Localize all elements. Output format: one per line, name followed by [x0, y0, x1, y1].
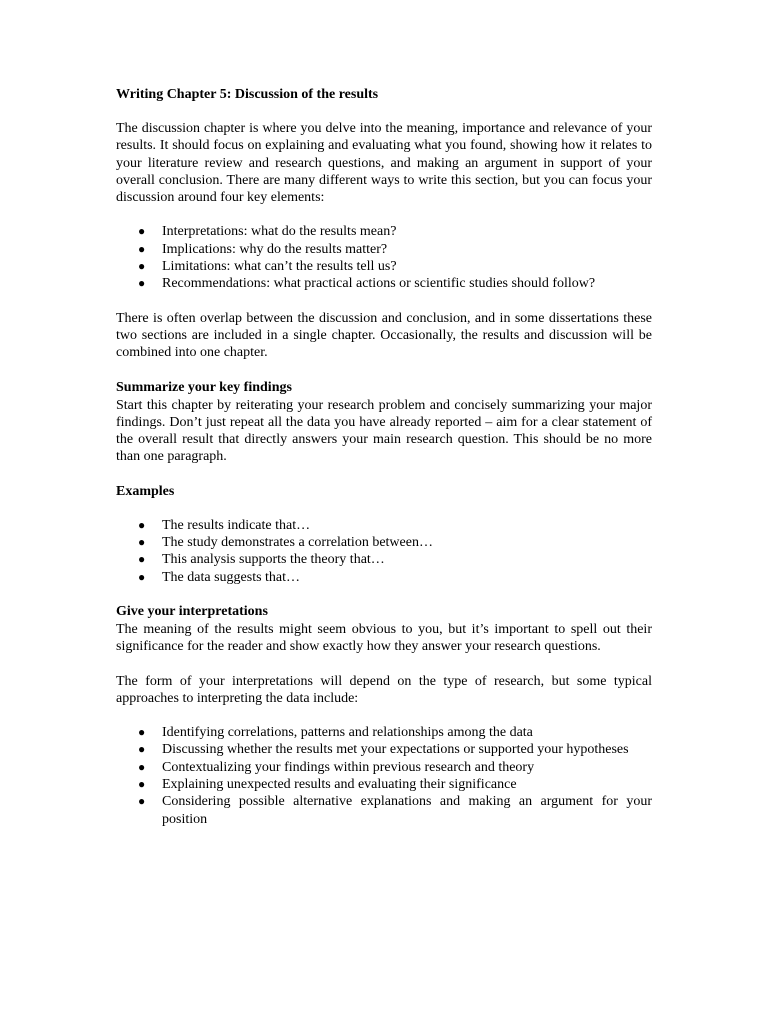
- bullet-icon: ●: [138, 552, 146, 567]
- list-item: ● Limitations: what can’t the results tell us?: [138, 259, 397, 275]
- bullet-icon: ●: [138, 742, 146, 757]
- list-item: ● Explaining unexpected results and evaluating their significance: [138, 777, 517, 793]
- list-item: ● The study demonstrates a correlation between…: [138, 535, 433, 551]
- document-title: Writing Chapter 5: Discussion of the results: [116, 87, 379, 102]
- interpretations-paragraph-2: The form of your interpretations will depend on the type of research, but some typical approaches to interpreting the data include:: [116, 673, 652, 706]
- intro-paragraph: The discussion chapter is where you delve into the meaning, importance and relevance of your results. It should focus on explaining and evaluating what you found, showing how it relates to your literature review and research questions, and making an argument in support of your overall conclusion. There are many different ways to write this section, but you can focus your discussion around four key elements:: [116, 121, 652, 206]
- bullet-icon: ●: [138, 224, 146, 239]
- interpretations-heading: Give your interpretations: [116, 603, 268, 619]
- summarize-heading: Summarize your key findings: [116, 379, 292, 395]
- interpretations-paragraph-1: The meaning of the results might seem obvious to you, but it’s important to spell out their significance for the reader and show exactly how they answer your research questions.: [116, 621, 652, 655]
- bullet-icon: ●: [138, 276, 146, 291]
- examples-list: [116, 517, 652, 586]
- list-item: ● Interpretations: what do the results mean?: [138, 224, 397, 240]
- overlap-paragraph: There is often overlap between the discussion and conclusion, and in some dissertations these two sections are included in a single chapter. Occasionally, the results and discussion will be combined into one chapter.: [116, 310, 652, 361]
- key-elements-list: [116, 223, 652, 292]
- list-item: ● Identifying correlations, patterns and relationships among the data: [138, 725, 533, 741]
- list-item: ● Discussing whether the results met your expectations or supported your hypotheses: [138, 742, 629, 758]
- bullet-icon: ●: [138, 535, 146, 550]
- list-item: ● This analysis supports the theory that…: [138, 552, 385, 568]
- bullet-icon: ●: [138, 759, 146, 774]
- bullet-icon: ●: [138, 517, 146, 532]
- list-item: ● Considering possible alternative explanations and making an argument for your position: [138, 794, 652, 827]
- bullet-icon: ●: [138, 241, 146, 256]
- bullet-icon: ●: [138, 569, 146, 584]
- bullet-icon: ●: [138, 259, 146, 274]
- list-item: ● The data suggests that…: [138, 569, 301, 585]
- examples-heading: Examples: [116, 483, 175, 499]
- list-item: ● Implications: why do the results matter?: [138, 241, 388, 257]
- list-item: ● Recommendations: what practical actions or scientific studies should follow?: [138, 276, 596, 292]
- bullet-icon: ●: [138, 725, 146, 740]
- interpretations-list: [116, 724, 652, 828]
- summarize-paragraph: Start this chapter by reiterating your research problem and concisely summarizing your major findings. Don’t just repeat all the data you have already reported – aim for a clear statement of the overall result that directly answers your main research question. This should be no more than one paragraph.: [116, 397, 652, 465]
- list-item: ● The results indicate that…: [138, 517, 311, 533]
- bullet-icon: ●: [138, 777, 146, 792]
- bullet-icon: ●: [138, 794, 146, 809]
- list-item: ● Contextualizing your findings within previous research and theory: [138, 759, 535, 775]
